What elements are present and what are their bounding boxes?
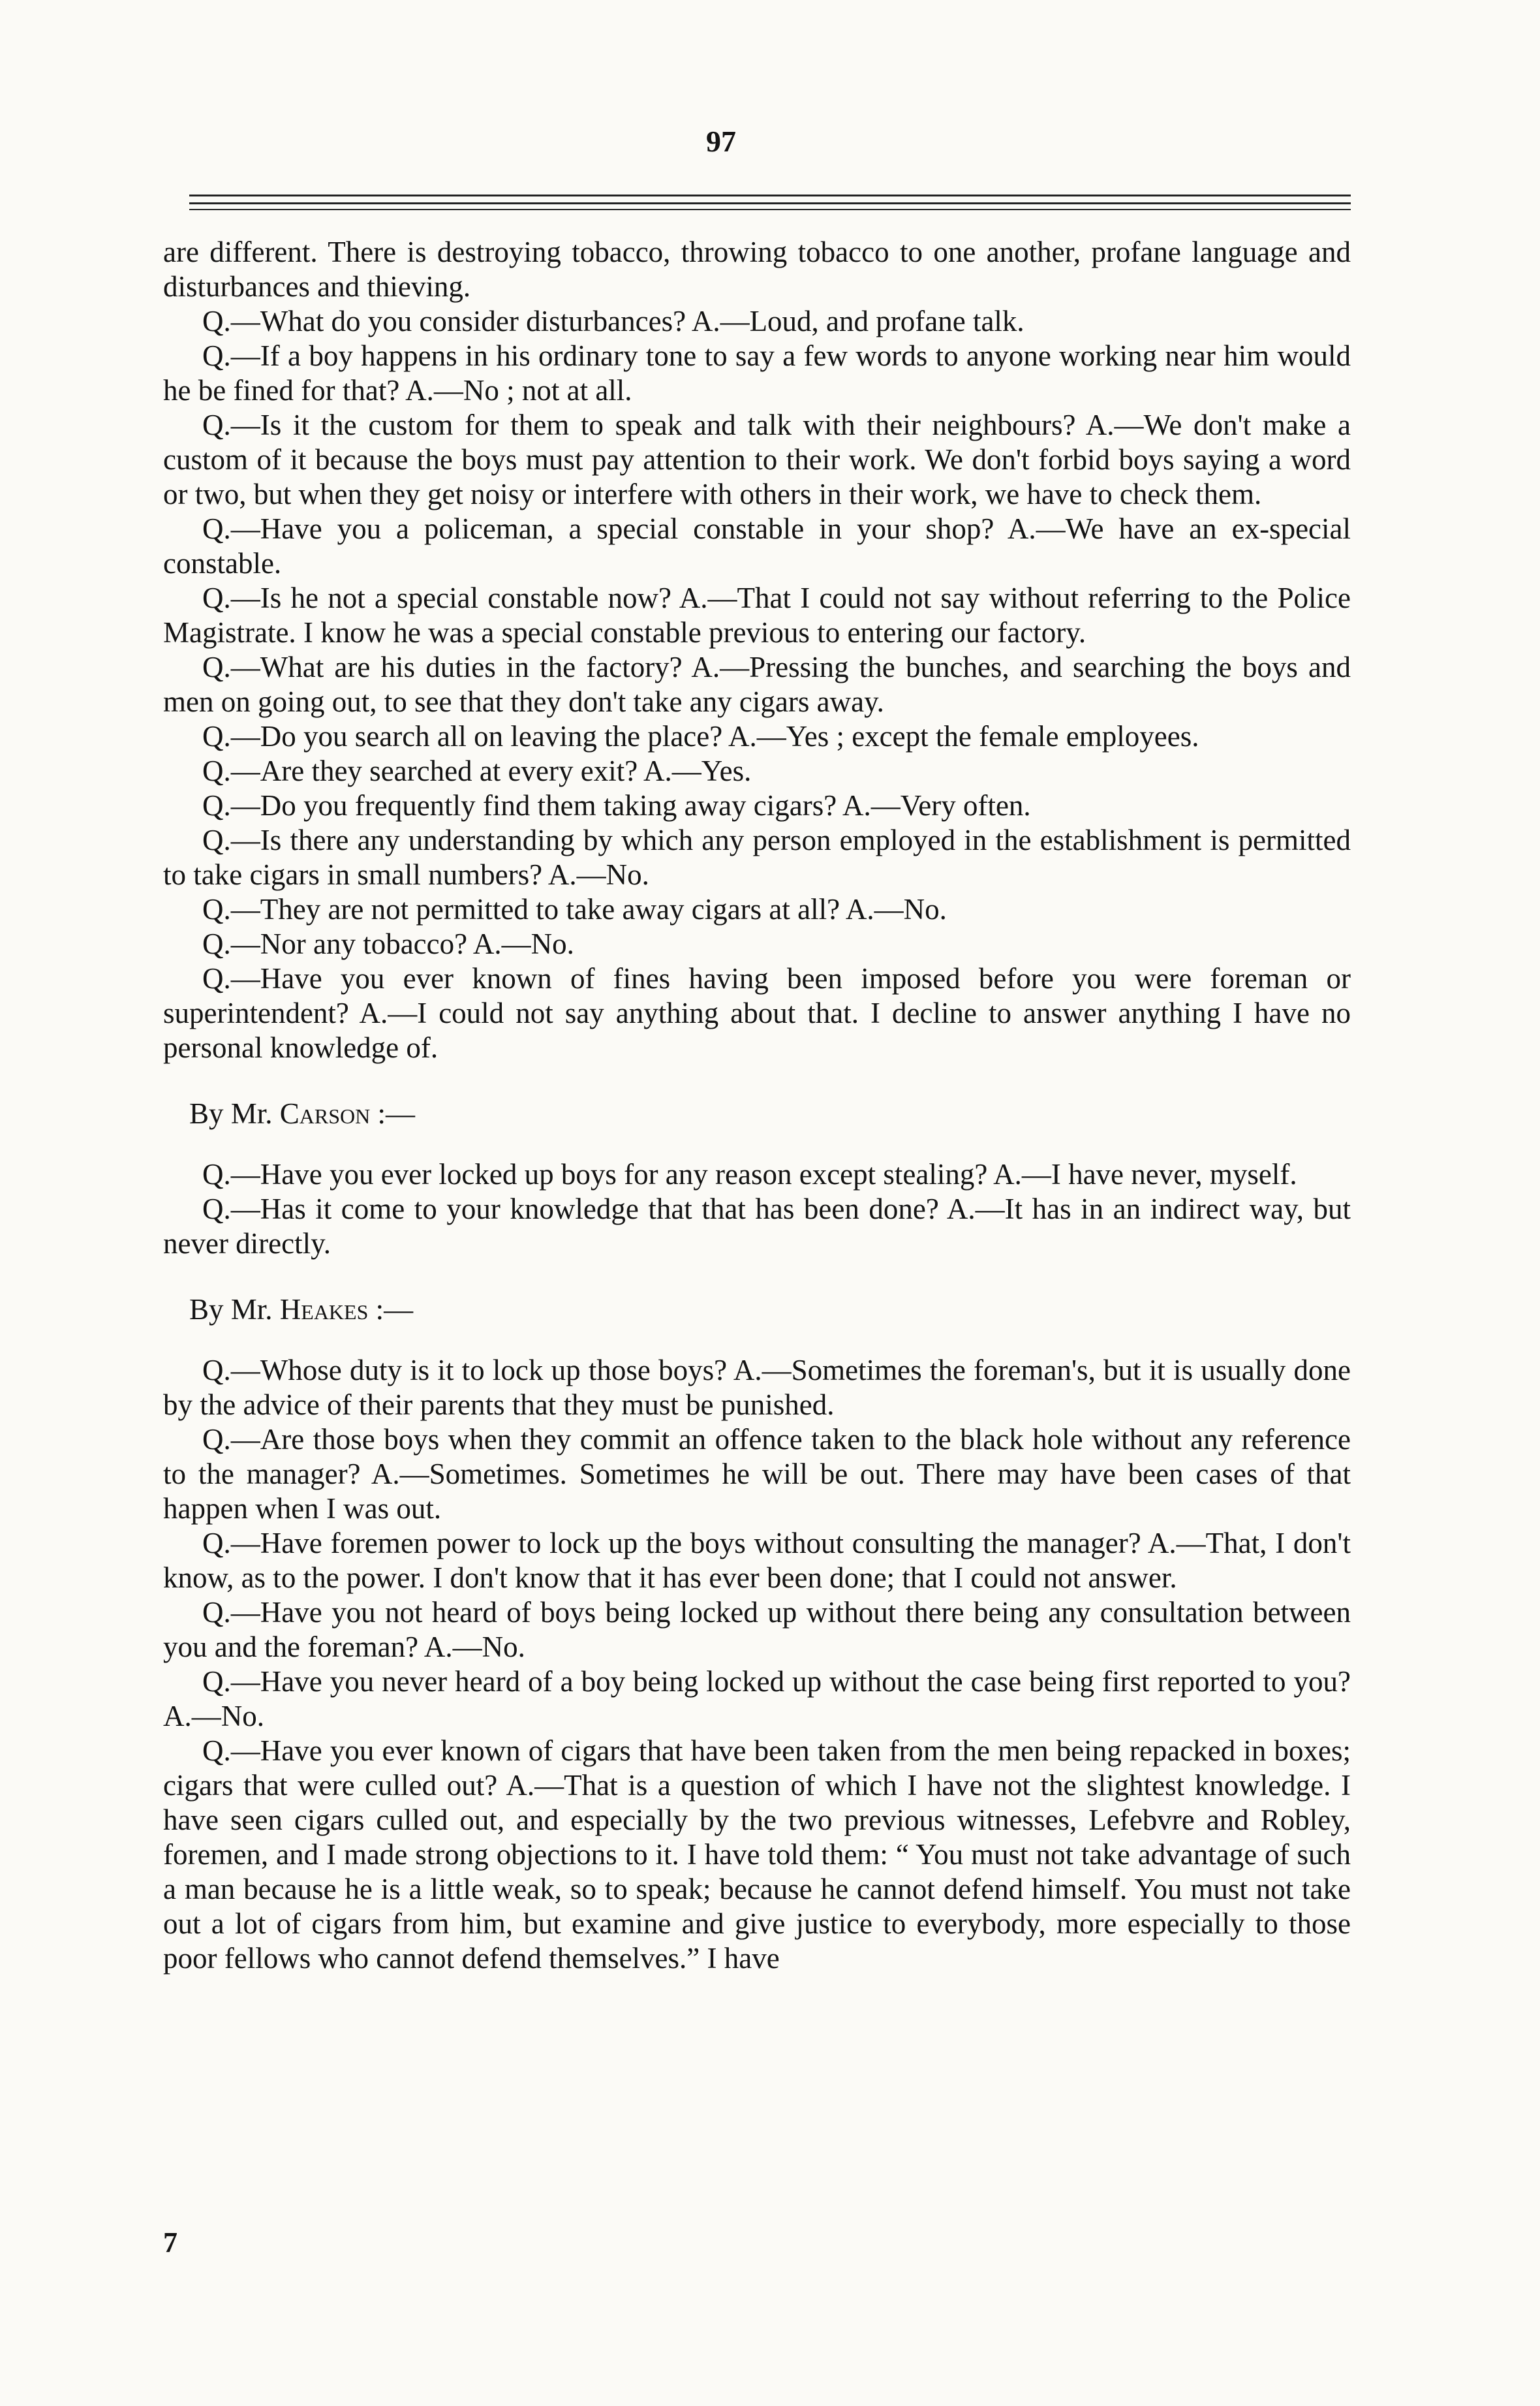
opening-paragraph: are different. There is destroying tobacco, throwing tobacco to one another, profane language and disturbances and thieving.: [163, 236, 1351, 303]
qa-paragraph: Q.—If a boy happens in his ordinary tone to say a few words to anyone working near him would he be fined for that? A.—No ; not at all.: [163, 339, 1351, 407]
testimony-section-2: [163, 1157, 1351, 1261]
qa-paragraph: Q.—Have you a policeman, a special constable in your shop? A.—We have an ex-special constable.: [163, 512, 1351, 580]
header-rule: [189, 209, 1351, 210]
qa-paragraph: Q.—Is it the custom for them to speak and talk with their neighbours? A.—We don't make a custom of it because the boys must pay attention to their work. We don't forbid boys saying a word or two, but when they get noisy or interfere with others in their work, we have to check them.: [163, 409, 1351, 510]
qa-paragraph: Q.—Has it come to your knowledge that that has been done? A.—It has in an indirect way, but never directly.: [163, 1193, 1351, 1260]
qa-paragraph: Q.—They are not permitted to take away cigars at all? A.—No.: [202, 893, 947, 926]
header-rule: [189, 195, 1351, 196]
qa-paragraph: Q.—Are they searched at every exit? A.—Yes.: [202, 755, 752, 787]
speaker-name: Heakes: [279, 1293, 369, 1326]
qa-paragraph: Q.—Is he not a special constable now? A.—That I could not say without referring to the Police Magistrate. I know he was a special constable previous to entering our factory.: [163, 582, 1351, 649]
qa-paragraph: Q.—Have you ever known of fines having been imposed before you were foreman or superintendent? A.—I could not say anything about that. I decline to answer anything I have no personal knowledge of.: [163, 962, 1351, 1064]
qa-paragraph: Q.—What are his duties in the factory? A.—Pressing the bunches, and searching the boys and men on going out, to see that they don't take any cigars away.: [163, 651, 1351, 718]
testimony-section-1: [163, 304, 1351, 1065]
page-number: 97: [706, 125, 736, 158]
speaker-name: Carson: [279, 1097, 371, 1130]
qa-paragraph: Q.—Do you search all on leaving the place? A.—Yes ; except the female employees.: [202, 720, 1199, 753]
qa-paragraph: Q.—Are those boys when they commit an offence taken to the black hole without any reference to the manager? A.—Sometimes. Sometimes he will be out. There may have been cases of that happen when I was out.: [163, 1423, 1351, 1525]
speaker-heading: [163, 1097, 1351, 1131]
page-body: [163, 235, 1351, 1976]
speaker-heading: [163, 1292, 1351, 1327]
qa-paragraph: Q.—Whose duty is it to lock up those boys? A.—Sometimes the foreman's, but it is usually done by the advice of their parents that they must be punished.: [163, 1354, 1351, 1421]
qa-paragraph: Q.—Have you not heard of boys being locked up without there being any consultation between you and the foreman? A.—No.: [163, 1596, 1351, 1663]
speaker-prefix: By Mr.: [189, 1097, 280, 1130]
testimony-section-3: [163, 1353, 1351, 1976]
qa-paragraph: Q.—Nor any tobacco? A.—No.: [202, 928, 574, 960]
qa-paragraph: Q.—Have you ever locked up boys for any reason except stealing? A.—I have never, myself.: [202, 1158, 1297, 1191]
signature-mark: 7: [163, 2226, 177, 2258]
qa-paragraph: Q.—Have you never heard of a boy being locked up without the case being first reported to you? A.—No.: [163, 1665, 1351, 1732]
header-rule: [189, 202, 1351, 204]
qa-paragraph: Q.—Is there any understanding by which any person employed in the establishment is permitted to take cigars in small numbers? A.—No.: [163, 824, 1351, 891]
speaker-prefix: By Mr.: [189, 1293, 280, 1326]
qa-paragraph: Q.—Have you ever known of cigars that have been taken from the men being repacked in boxes; cigars that were culled out? A.—That is a question of which I have not the slightest knowledge. I have seen cigars culled out, and especially by the two previous witnesses, Lefebvre and Robley, foremen, and I made strong objections to it. I have told them: “ You must not take advantage of such a man because he is a little weak, so to speak; because he cannot defend himself. You must not take out a lot of cigars from him, but examine and give justice to everybody, more especially to those poor fellows who cannot defend themselves.” I have: [163, 1734, 1351, 1975]
qa-paragraph: Q.—Have foremen power to lock up the boys without consulting the manager? A.—That, I don't know, as to the power. I don't know that it has ever been done; that I could not answer.: [163, 1527, 1351, 1594]
speaker-suffix: :—: [368, 1293, 414, 1326]
qa-paragraph: Q.—Do you frequently find them taking away cigars? A.—Very often.: [202, 789, 1031, 822]
qa-paragraph: Q.—What do you consider disturbances? A.—Loud, and profane talk.: [202, 305, 1024, 337]
speaker-suffix: :—: [370, 1097, 416, 1130]
